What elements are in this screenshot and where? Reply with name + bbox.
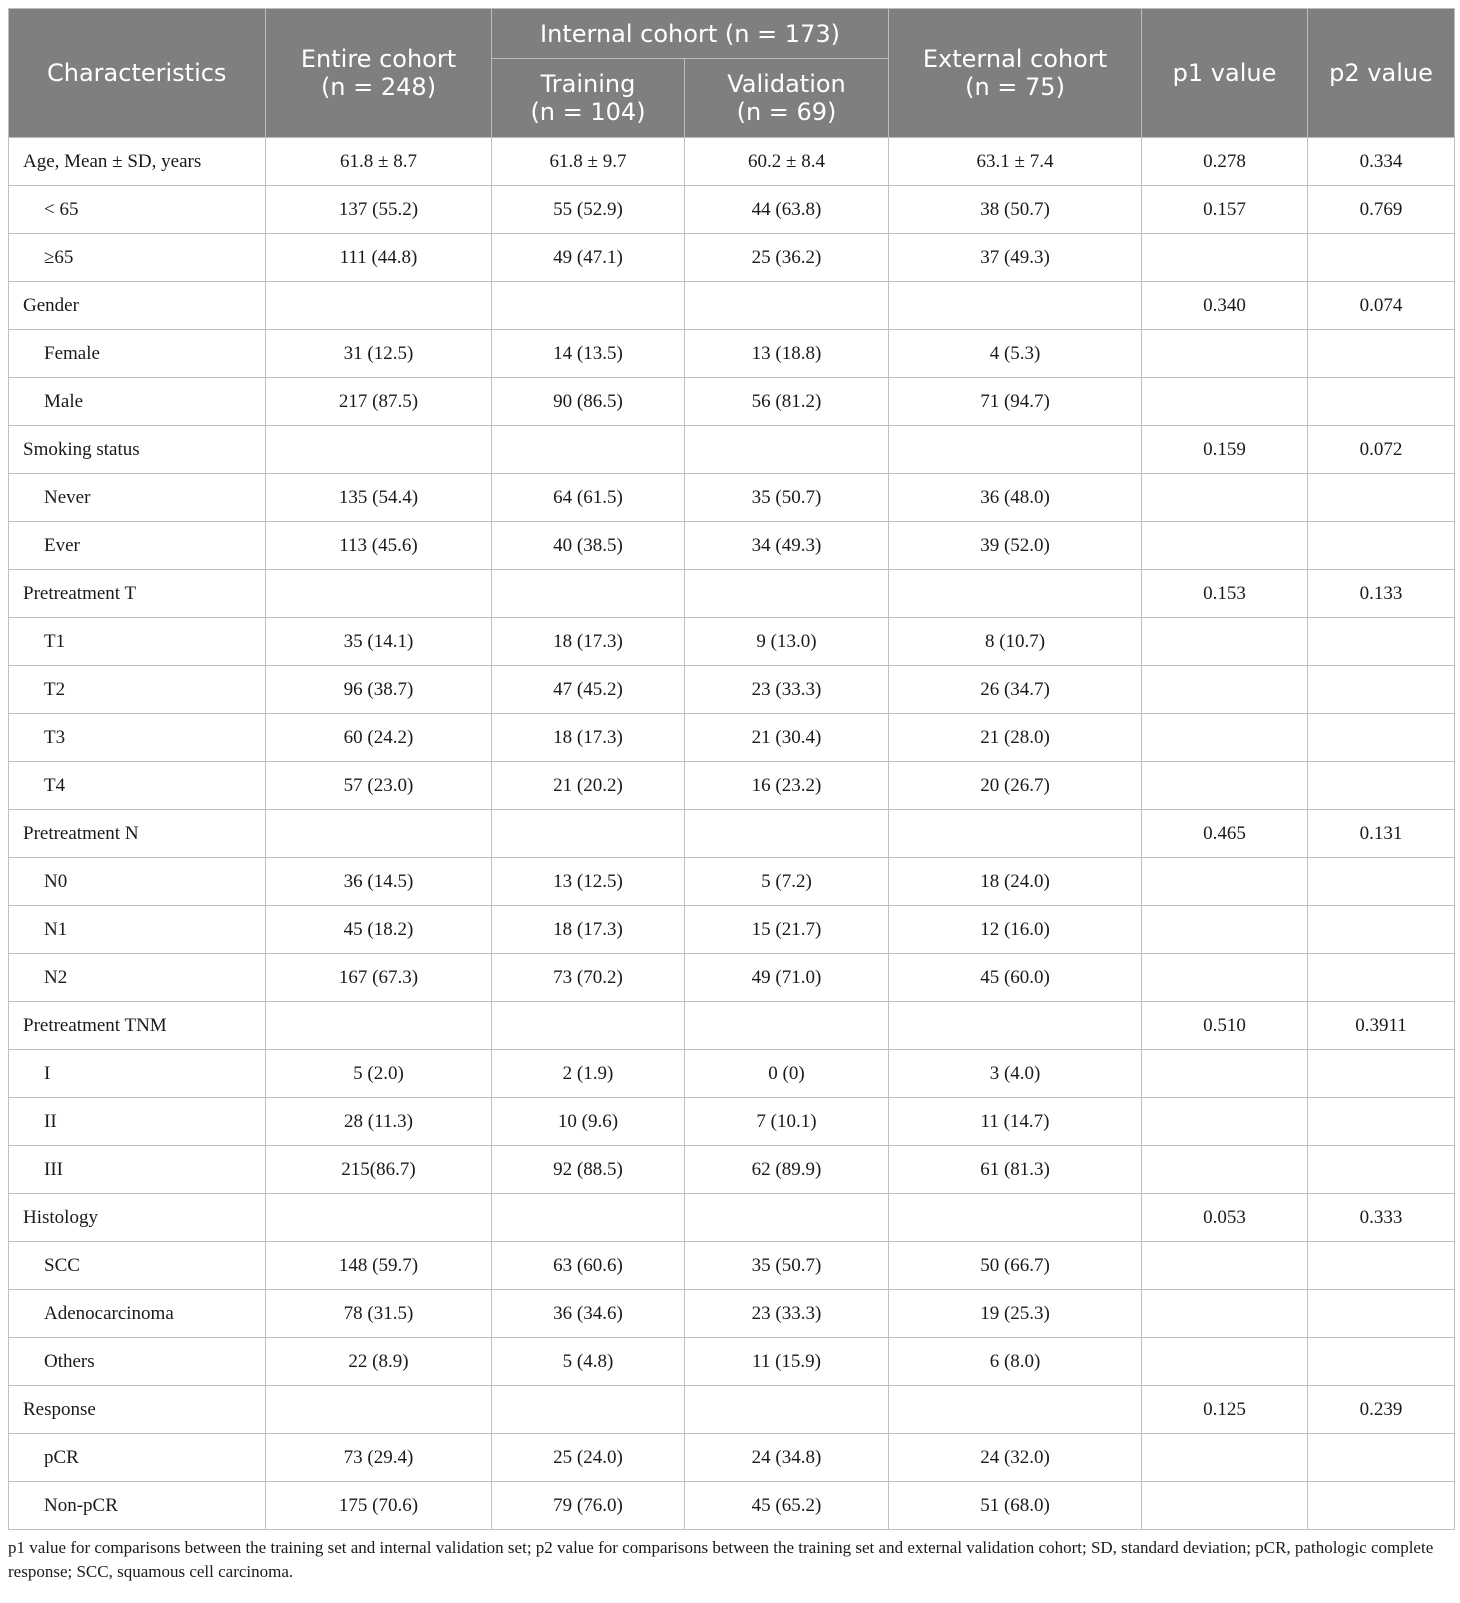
row-label: Pretreatment TNM xyxy=(9,1002,266,1050)
cell-training: 25 (24.0) xyxy=(492,1434,685,1482)
cell-validation: 25 (36.2) xyxy=(685,234,889,282)
cell-training: 2 (1.9) xyxy=(492,1050,685,1098)
cell-entire: 111 (44.8) xyxy=(266,234,492,282)
header-entire-cohort xyxy=(266,9,492,138)
cell-p1 xyxy=(1142,666,1308,714)
cell-p2 xyxy=(1308,1434,1455,1482)
cell-external: 51 (68.0) xyxy=(889,1482,1142,1530)
header-validation-line2: (n = 69) xyxy=(736,98,837,126)
table-body xyxy=(9,138,1455,1530)
cell-validation: 35 (50.7) xyxy=(685,474,889,522)
cell-validation xyxy=(685,1002,889,1050)
cell-p1 xyxy=(1142,1482,1308,1530)
cell-external: 26 (34.7) xyxy=(889,666,1142,714)
cell-external xyxy=(889,426,1142,474)
cell-external xyxy=(889,1386,1142,1434)
table-row xyxy=(9,1434,1455,1482)
cell-p1 xyxy=(1142,1098,1308,1146)
row-label: II xyxy=(9,1098,266,1146)
table-row xyxy=(9,282,1455,330)
cell-p1 xyxy=(1142,906,1308,954)
cell-external: 21 (28.0) xyxy=(889,714,1142,762)
cell-validation: 0 (0) xyxy=(685,1050,889,1098)
table-row xyxy=(9,1146,1455,1194)
cell-entire: 148 (59.7) xyxy=(266,1242,492,1290)
table-row xyxy=(9,954,1455,1002)
table-row xyxy=(9,906,1455,954)
cell-entire: 60 (24.2) xyxy=(266,714,492,762)
cell-external: 39 (52.0) xyxy=(889,522,1142,570)
cell-p2 xyxy=(1308,474,1455,522)
cell-validation: 13 (18.8) xyxy=(685,330,889,378)
cell-training: 13 (12.5) xyxy=(492,858,685,906)
cell-validation: 7 (10.1) xyxy=(685,1098,889,1146)
cell-external: 18 (24.0) xyxy=(889,858,1142,906)
cell-training: 14 (13.5) xyxy=(492,330,685,378)
header-external-cohort xyxy=(889,9,1142,138)
cell-training: 40 (38.5) xyxy=(492,522,685,570)
row-label: < 65 xyxy=(9,186,266,234)
cell-entire xyxy=(266,810,492,858)
cell-p2 xyxy=(1308,906,1455,954)
table-row xyxy=(9,1242,1455,1290)
table-row xyxy=(9,138,1455,186)
header-external-line2: (n = 75) xyxy=(965,73,1065,101)
cell-external xyxy=(889,1002,1142,1050)
header-external-line1: External cohort xyxy=(922,45,1108,73)
cell-training: 92 (88.5) xyxy=(492,1146,685,1194)
cell-entire: 137 (55.2) xyxy=(266,186,492,234)
cell-validation xyxy=(685,810,889,858)
cell-p1: 0.125 xyxy=(1142,1386,1308,1434)
cell-p2 xyxy=(1308,330,1455,378)
cell-training: 21 (20.2) xyxy=(492,762,685,810)
cell-p1 xyxy=(1142,1338,1308,1386)
cell-training: 73 (70.2) xyxy=(492,954,685,1002)
cell-training: 61.8 ± 9.7 xyxy=(492,138,685,186)
table-row xyxy=(9,714,1455,762)
cell-entire: 96 (38.7) xyxy=(266,666,492,714)
cell-training: 18 (17.3) xyxy=(492,714,685,762)
table-row xyxy=(9,858,1455,906)
cell-p1: 0.340 xyxy=(1142,282,1308,330)
cell-p2 xyxy=(1308,1482,1455,1530)
table-row xyxy=(9,234,1455,282)
table-footnote: p1 value for comparisons between the training set and internal validation set; p2 value for comparisons between the training set and external validation cohort; SD, standard deviation; pCR, pathologic complete response; SCC, squamous cell carcinoma. xyxy=(8,1538,1434,1581)
cell-p1: 0.465 xyxy=(1142,810,1308,858)
cell-p2 xyxy=(1308,1290,1455,1338)
cell-external: 45 (60.0) xyxy=(889,954,1142,1002)
row-label: T1 xyxy=(9,618,266,666)
cell-p1 xyxy=(1142,858,1308,906)
cell-training xyxy=(492,1002,685,1050)
cell-p2 xyxy=(1308,378,1455,426)
row-label: N0 xyxy=(9,858,266,906)
cell-p2: 0.074 xyxy=(1308,282,1455,330)
cell-validation: 16 (23.2) xyxy=(685,762,889,810)
cell-external: 71 (94.7) xyxy=(889,378,1142,426)
cell-external: 4 (5.3) xyxy=(889,330,1142,378)
cell-external xyxy=(889,282,1142,330)
header-training-line1: Training xyxy=(540,70,636,98)
cell-p2: 0.769 xyxy=(1308,186,1455,234)
cell-p1: 0.053 xyxy=(1142,1194,1308,1242)
cell-p1 xyxy=(1142,1146,1308,1194)
cell-validation: 62 (89.9) xyxy=(685,1146,889,1194)
cell-external: 12 (16.0) xyxy=(889,906,1142,954)
cell-p2 xyxy=(1308,1146,1455,1194)
cell-validation: 15 (21.7) xyxy=(685,906,889,954)
cell-entire: 57 (23.0) xyxy=(266,762,492,810)
row-label: I xyxy=(9,1050,266,1098)
cell-external: 11 (14.7) xyxy=(889,1098,1142,1146)
cell-entire: 73 (29.4) xyxy=(266,1434,492,1482)
row-label: Non-pCR xyxy=(9,1482,266,1530)
header-validation-line1: Validation xyxy=(727,70,846,98)
cell-external: 50 (66.7) xyxy=(889,1242,1142,1290)
table-row xyxy=(9,1002,1455,1050)
cell-entire: 217 (87.5) xyxy=(266,378,492,426)
cell-training xyxy=(492,810,685,858)
cell-external: 37 (49.3) xyxy=(889,234,1142,282)
cell-external xyxy=(889,1194,1142,1242)
cell-p1 xyxy=(1142,330,1308,378)
cell-entire xyxy=(266,282,492,330)
table-row xyxy=(9,1338,1455,1386)
cell-p2 xyxy=(1308,1050,1455,1098)
cell-training: 79 (76.0) xyxy=(492,1482,685,1530)
cell-validation: 9 (13.0) xyxy=(685,618,889,666)
header-characteristics: Characteristics xyxy=(9,9,266,138)
cell-validation: 21 (30.4) xyxy=(685,714,889,762)
cell-entire: 215(86.7) xyxy=(266,1146,492,1194)
cell-validation: 23 (33.3) xyxy=(685,1290,889,1338)
row-label: Histology xyxy=(9,1194,266,1242)
cell-p2 xyxy=(1308,666,1455,714)
row-label: Pretreatment T xyxy=(9,570,266,618)
cell-p2: 0.333 xyxy=(1308,1194,1455,1242)
cell-entire: 31 (12.5) xyxy=(266,330,492,378)
cell-entire: 167 (67.3) xyxy=(266,954,492,1002)
cell-entire: 5 (2.0) xyxy=(266,1050,492,1098)
cell-p1 xyxy=(1142,522,1308,570)
cell-entire xyxy=(266,426,492,474)
table-row xyxy=(9,1098,1455,1146)
cell-validation: 44 (63.8) xyxy=(685,186,889,234)
row-label: Ever xyxy=(9,522,266,570)
cell-validation: 60.2 ± 8.4 xyxy=(685,138,889,186)
row-label: T3 xyxy=(9,714,266,762)
cell-training: 47 (45.2) xyxy=(492,666,685,714)
cell-external: 8 (10.7) xyxy=(889,618,1142,666)
cell-p1: 0.157 xyxy=(1142,186,1308,234)
cell-p1 xyxy=(1142,762,1308,810)
header-internal-cohort: Internal cohort (n = 173) xyxy=(492,9,889,59)
cell-training xyxy=(492,1386,685,1434)
cell-validation xyxy=(685,426,889,474)
cell-entire: 45 (18.2) xyxy=(266,906,492,954)
cell-external: 36 (48.0) xyxy=(889,474,1142,522)
table-row xyxy=(9,1482,1455,1530)
cell-validation: 5 (7.2) xyxy=(685,858,889,906)
cell-validation xyxy=(685,1194,889,1242)
table-row xyxy=(9,618,1455,666)
cell-entire: 78 (31.5) xyxy=(266,1290,492,1338)
cell-entire xyxy=(266,570,492,618)
cell-entire: 135 (54.4) xyxy=(266,474,492,522)
cell-p1 xyxy=(1142,1050,1308,1098)
cell-entire: 175 (70.6) xyxy=(266,1482,492,1530)
cell-p1 xyxy=(1142,714,1308,762)
cell-external: 6 (8.0) xyxy=(889,1338,1142,1386)
cell-validation: 34 (49.3) xyxy=(685,522,889,570)
table-row xyxy=(9,666,1455,714)
row-label: Age, Mean ± SD, years xyxy=(9,138,266,186)
cell-entire: 113 (45.6) xyxy=(266,522,492,570)
cell-p1 xyxy=(1142,234,1308,282)
table-row xyxy=(9,1386,1455,1434)
cell-training: 36 (34.6) xyxy=(492,1290,685,1338)
cell-p1: 0.278 xyxy=(1142,138,1308,186)
cell-p1 xyxy=(1142,618,1308,666)
cell-p2 xyxy=(1308,1098,1455,1146)
row-label: Male xyxy=(9,378,266,426)
cell-p2 xyxy=(1308,954,1455,1002)
cell-p1 xyxy=(1142,378,1308,426)
table-row xyxy=(9,570,1455,618)
cell-external: 61 (81.3) xyxy=(889,1146,1142,1194)
cell-external xyxy=(889,570,1142,618)
cell-p1: 0.159 xyxy=(1142,426,1308,474)
cell-external: 19 (25.3) xyxy=(889,1290,1142,1338)
cell-validation: 49 (71.0) xyxy=(685,954,889,1002)
row-label: Gender xyxy=(9,282,266,330)
cell-p1 xyxy=(1142,1434,1308,1482)
cell-p2 xyxy=(1308,1338,1455,1386)
table-row xyxy=(9,426,1455,474)
cell-p2: 0.3911 xyxy=(1308,1002,1455,1050)
row-label: Female xyxy=(9,330,266,378)
cell-training: 64 (61.5) xyxy=(492,474,685,522)
table-row xyxy=(9,810,1455,858)
cell-validation xyxy=(685,570,889,618)
table-row xyxy=(9,1194,1455,1242)
cell-validation: 24 (34.8) xyxy=(685,1434,889,1482)
table-row xyxy=(9,1290,1455,1338)
cell-p1: 0.153 xyxy=(1142,570,1308,618)
row-label: ≥65 xyxy=(9,234,266,282)
cell-entire xyxy=(266,1194,492,1242)
cell-external: 38 (50.7) xyxy=(889,186,1142,234)
cell-p2: 0.072 xyxy=(1308,426,1455,474)
cell-training xyxy=(492,570,685,618)
cell-training xyxy=(492,282,685,330)
header-p2-value: p2 value xyxy=(1308,9,1455,138)
table-row xyxy=(9,378,1455,426)
cell-entire: 28 (11.3) xyxy=(266,1098,492,1146)
row-label: SCC xyxy=(9,1242,266,1290)
cell-entire: 35 (14.1) xyxy=(266,618,492,666)
row-label: T4 xyxy=(9,762,266,810)
cell-entire xyxy=(266,1002,492,1050)
row-label: Never xyxy=(9,474,266,522)
header-training-line2: (n = 104) xyxy=(530,98,646,126)
cell-training: 18 (17.3) xyxy=(492,618,685,666)
characteristics-table xyxy=(8,8,1455,1530)
row-label: Others xyxy=(9,1338,266,1386)
cell-entire: 61.8 ± 8.7 xyxy=(266,138,492,186)
cell-training: 10 (9.6) xyxy=(492,1098,685,1146)
cell-training xyxy=(492,426,685,474)
cell-external: 3 (4.0) xyxy=(889,1050,1142,1098)
cell-p1: 0.510 xyxy=(1142,1002,1308,1050)
header-p1-value: p1 value xyxy=(1142,9,1308,138)
table-row xyxy=(9,522,1455,570)
cell-entire xyxy=(266,1386,492,1434)
cell-validation: 45 (65.2) xyxy=(685,1482,889,1530)
row-label: Response xyxy=(9,1386,266,1434)
row-label: III xyxy=(9,1146,266,1194)
table-row xyxy=(9,330,1455,378)
cell-training: 49 (47.1) xyxy=(492,234,685,282)
cell-validation xyxy=(685,282,889,330)
row-label: Pretreatment N xyxy=(9,810,266,858)
cell-training: 55 (52.9) xyxy=(492,186,685,234)
cell-validation xyxy=(685,1386,889,1434)
cell-validation: 23 (33.3) xyxy=(685,666,889,714)
cell-p2 xyxy=(1308,762,1455,810)
row-label: T2 xyxy=(9,666,266,714)
header-training xyxy=(492,59,685,138)
cell-p1 xyxy=(1142,954,1308,1002)
cell-validation: 35 (50.7) xyxy=(685,1242,889,1290)
cell-training: 5 (4.8) xyxy=(492,1338,685,1386)
table-row xyxy=(9,474,1455,522)
cell-external: 24 (32.0) xyxy=(889,1434,1142,1482)
cell-training: 18 (17.3) xyxy=(492,906,685,954)
cell-p2: 0.133 xyxy=(1308,570,1455,618)
cell-training: 63 (60.6) xyxy=(492,1242,685,1290)
table-container xyxy=(8,8,1454,1584)
cell-p2: 0.334 xyxy=(1308,138,1455,186)
cell-training: 90 (86.5) xyxy=(492,378,685,426)
cell-entire: 22 (8.9) xyxy=(266,1338,492,1386)
cell-validation: 11 (15.9) xyxy=(685,1338,889,1386)
cell-validation: 56 (81.2) xyxy=(685,378,889,426)
table-row xyxy=(9,762,1455,810)
cell-training xyxy=(492,1194,685,1242)
cell-entire: 36 (14.5) xyxy=(266,858,492,906)
cell-p2 xyxy=(1308,618,1455,666)
header-entire-line2: (n = 248) xyxy=(320,73,437,101)
cell-p2: 0.131 xyxy=(1308,810,1455,858)
header-entire-line1: Entire cohort xyxy=(300,45,457,73)
row-label: Smoking status xyxy=(9,426,266,474)
cell-p2: 0.239 xyxy=(1308,1386,1455,1434)
row-label: Adenocarcinoma xyxy=(9,1290,266,1338)
table-row xyxy=(9,1050,1455,1098)
header-validation xyxy=(685,59,889,138)
cell-p2 xyxy=(1308,1242,1455,1290)
cell-p2 xyxy=(1308,858,1455,906)
cell-external: 20 (26.7) xyxy=(889,762,1142,810)
cell-p2 xyxy=(1308,522,1455,570)
cell-p1 xyxy=(1142,1242,1308,1290)
cell-p1 xyxy=(1142,474,1308,522)
cell-p2 xyxy=(1308,234,1455,282)
row-label: N1 xyxy=(9,906,266,954)
row-label: pCR xyxy=(9,1434,266,1482)
cell-p1 xyxy=(1142,1290,1308,1338)
row-label: N2 xyxy=(9,954,266,1002)
table-row xyxy=(9,186,1455,234)
cell-p2 xyxy=(1308,714,1455,762)
cell-external: 63.1 ± 7.4 xyxy=(889,138,1142,186)
cell-external xyxy=(889,810,1142,858)
